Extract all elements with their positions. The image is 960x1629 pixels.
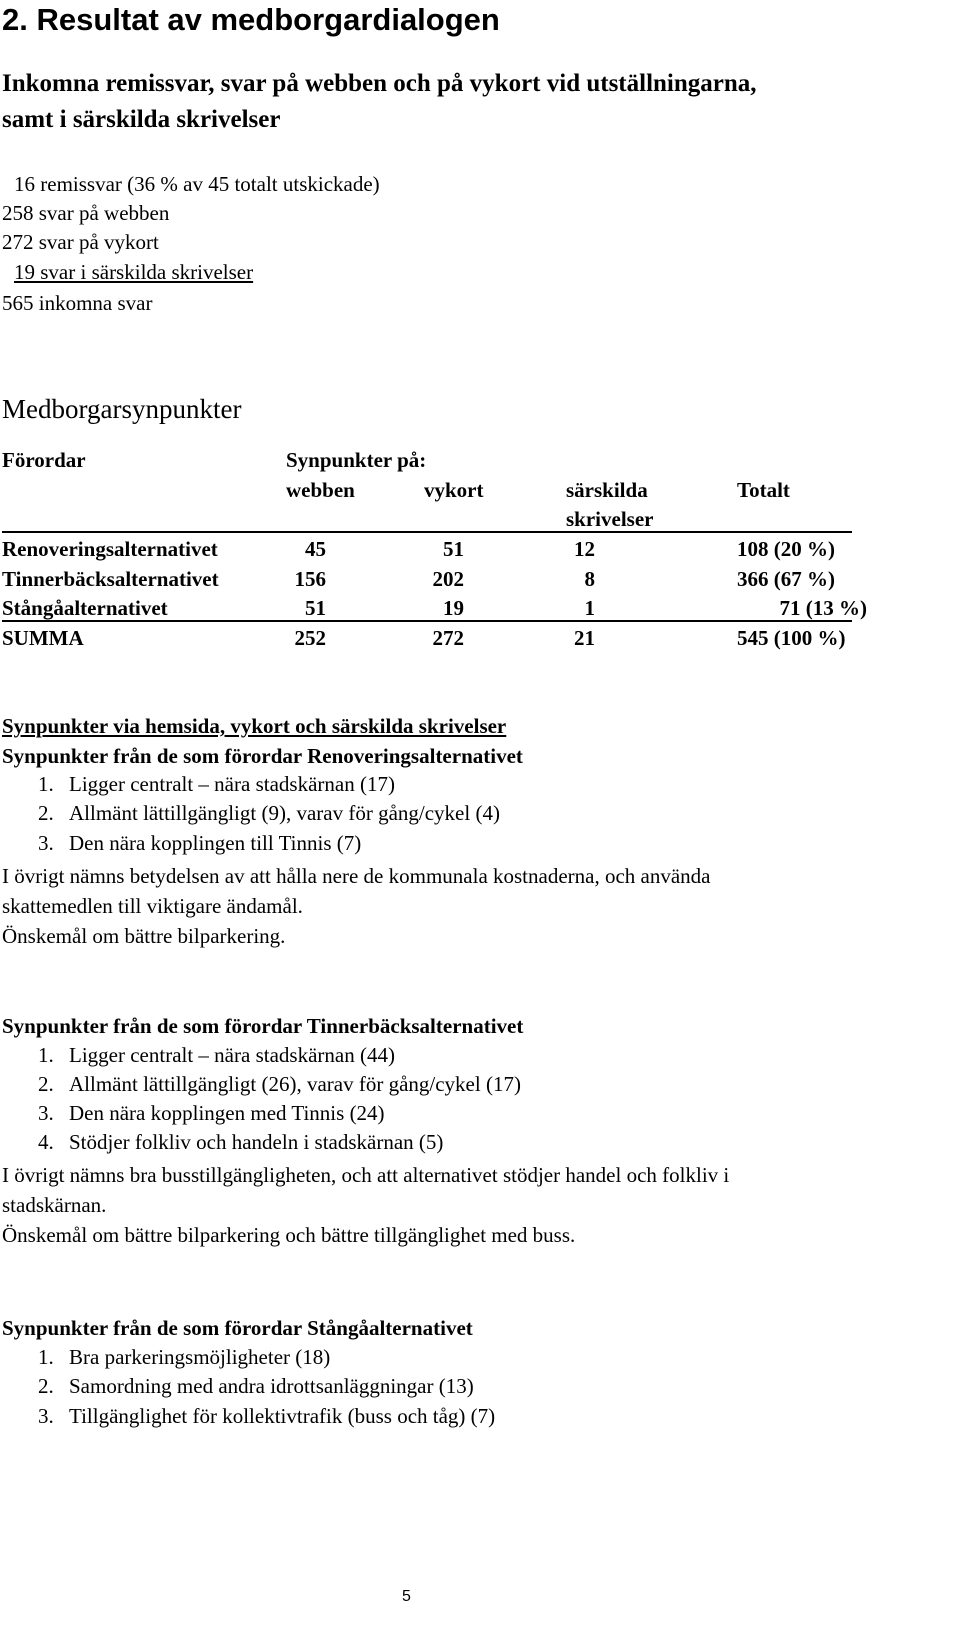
table-header-web: webben	[286, 478, 355, 502]
tinnerback-paragraph-line-2: stadskärnan.	[2, 1193, 107, 1217]
table-row-name: SUMMA	[2, 626, 84, 650]
stat-remissvar: 16 remissvar (36 % av 45 totalt utskickade)	[14, 172, 380, 196]
tinnerback-wish: Önskemål om bättre bilparkering och bättre tillgänglighet med buss.	[2, 1223, 576, 1247]
list-item: 1. Ligger centralt – nära stadskärnan (44)	[38, 1043, 395, 1067]
table-cell-total: 366 (67 %)	[737, 567, 835, 591]
table-header-rule	[2, 531, 852, 533]
list-item: 2. Allmänt lättillgängligt (26), varav för gång/cykel (17)	[38, 1072, 521, 1096]
table-cell-letter: 8	[584, 567, 595, 591]
table-header-letter-2: skrivelser	[566, 507, 654, 531]
list-item: 3. Den nära kopplingen med Tinnis (24)	[38, 1101, 385, 1125]
table-header-group: Synpunkter på:	[286, 448, 427, 472]
table-row-name: Stångåalternativet	[2, 596, 168, 620]
table-row-name: Tinnerbäcksalternativet	[2, 567, 219, 591]
tinnerback-title: Synpunkter från de som förordar Tinnerbäcksalternativet	[2, 1014, 524, 1038]
table-header-total: Totalt	[737, 478, 790, 502]
table-cell-total: 71 (13 %)	[779, 596, 867, 620]
stat-webben: 258 svar på webben	[2, 201, 170, 225]
page-number: 5	[402, 1588, 411, 1605]
stat-vykort: 272 svar på vykort	[2, 230, 159, 254]
renovering-title: Synpunkter från de som förordar Renoveringsalternativet	[2, 744, 523, 768]
list-item: 3. Den nära kopplingen till Tinnis (7)	[38, 831, 362, 855]
table-cell-web: 45	[305, 537, 326, 561]
table-cell-letter: 12	[574, 537, 595, 561]
section-header: Synpunkter via hemsida, vykort och särskilda skrivelser	[2, 714, 507, 738]
list-item: 2. Samordning med andra idrottsanläggningar (13)	[38, 1374, 474, 1398]
renovering-paragraph-line-1: I övrigt nämns betydelsen av att hålla nere de kommunala kostnaderna, och använda	[2, 864, 711, 888]
table-cell-letter: 1	[584, 596, 595, 620]
list-item: 2. Allmänt lättillgängligt (9), varav för gång/cykel (4)	[38, 801, 500, 825]
table-cell-card: 19	[443, 596, 464, 620]
stat-skrivelser: 19 svar i särskilda skrivelser	[14, 260, 254, 284]
list-item: 4. Stödjer folkliv och handeln i stadskärnan (5)	[38, 1130, 444, 1154]
table-cell-card: 202	[432, 567, 464, 591]
list-item: 1. Bra parkeringsmöjligheter (18)	[38, 1345, 331, 1369]
renovering-wish: Önskemål om bättre bilparkering.	[2, 924, 286, 948]
intro-title-line-2: samt i särskilda skrivelser	[2, 106, 281, 133]
table-cell-letter: 21	[574, 626, 595, 650]
table-cell-web: 156	[294, 567, 326, 591]
renovering-paragraph-line-2: skattemedlen till viktigare ändamål.	[2, 894, 303, 918]
table-cell-total: 545 (100 %)	[737, 626, 846, 650]
table-header-favor: Förordar	[2, 448, 86, 472]
tinnerback-paragraph-line-1: I övrigt nämns bra busstillgängligheten, och att alternativet stödjer handel och folkliv i	[2, 1163, 730, 1187]
list-item: 1. Ligger centralt – nära stadskärnan (17)	[38, 772, 395, 796]
table-cell-web: 252	[294, 626, 326, 650]
stangaa-title: Synpunkter från de som förordar Stångåalternativet	[2, 1316, 473, 1340]
intro-title-line-1: Inkomna remissvar, svar på webben och på vykort vid utställningarna,	[2, 70, 757, 97]
list-item: 3. Tillgänglighet för kollektivtrafik (buss och tåg) (7)	[38, 1404, 496, 1428]
table-cell-card: 51	[443, 537, 464, 561]
table-body-rule	[2, 620, 852, 622]
page-heading: 2. Resultat av medborgardialogen	[2, 2, 500, 37]
table-cell-card: 272	[432, 626, 464, 650]
table-row-name: Renoveringsalternativet	[2, 537, 218, 561]
stat-total: 565 inkomna svar	[2, 291, 153, 315]
opinions-title: Medborgarsynpunkter	[2, 394, 242, 424]
table-header-letter-1: särskilda	[566, 478, 648, 502]
table-cell-total: 108 (20 %)	[737, 537, 835, 561]
table-cell-web: 51	[305, 596, 326, 620]
table-header-card: vykort	[424, 478, 484, 502]
